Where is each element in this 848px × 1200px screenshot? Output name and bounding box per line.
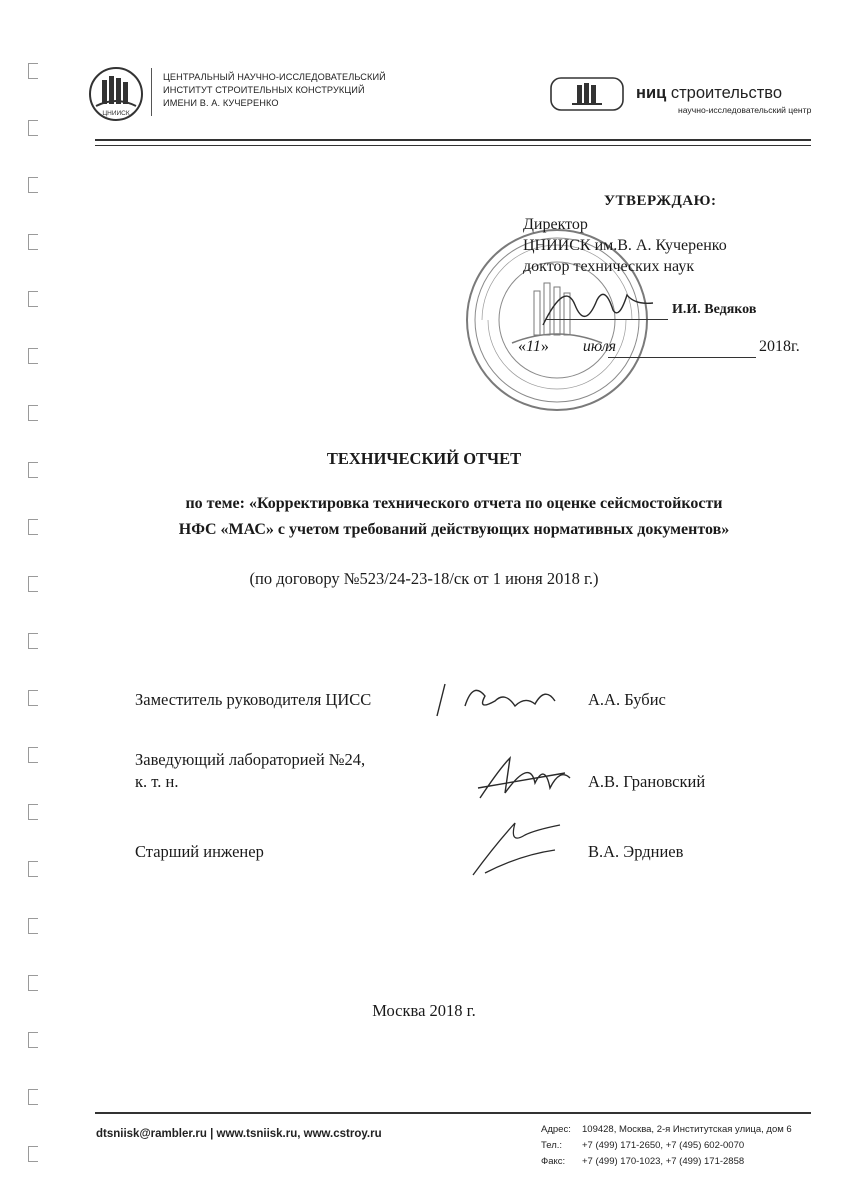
report-subject-line1: по теме: «Корректировка технического отчета по оценке сейсмостойкости — [185, 495, 723, 512]
nic-logo-badge — [550, 77, 624, 111]
director-signature — [535, 275, 675, 335]
report-subject-line2: НФС «МАС» с учетом требований действующих нормативных документов» — [178, 521, 730, 538]
institute-name — [163, 71, 386, 110]
approval-date — [518, 338, 616, 356]
approval-heading: УТВЕРЖДАЮ: — [604, 193, 717, 209]
approval-degree: доктор технических наук — [523, 258, 695, 275]
svg-text:ЦНИИСК: ЦНИИСК — [102, 110, 130, 117]
fax-label: Факс: — [541, 1156, 566, 1167]
phone-label: Тел.: — [541, 1140, 563, 1151]
date-rule — [608, 357, 756, 358]
nic-brand-name — [636, 84, 782, 103]
nic-brand-bold: ниц — [636, 84, 667, 102]
institute-name-line: ЦЕНТРАЛЬНЫЙ НАУЧНО-ИССЛЕДОВАТЕЛЬСКИЙ — [163, 72, 386, 82]
footer-phone — [541, 1140, 744, 1151]
approval-organization: ЦНИИСК им.В. А. Кучеренко — [523, 237, 727, 254]
signatory-role: Заведующий лабораторией №24, — [135, 750, 366, 769]
date-quote-close: » — [540, 338, 549, 355]
signature-bubis — [425, 676, 575, 726]
signature-erdniev — [465, 815, 575, 885]
date-day: 11 — [526, 338, 541, 355]
footer-contacts: dtsniisk@rambler.ru | www.tsniisk.ru, www.cstroy.ru — [96, 1128, 382, 1140]
signatory-degree: к. т. н. — [135, 772, 179, 791]
footer-address — [541, 1124, 792, 1135]
signature-line — [546, 319, 668, 320]
approval-signer: И.И. Ведяков — [672, 302, 757, 317]
signatory-role: Заместитель руководителя ЦИСС — [135, 690, 372, 709]
logo-divider — [151, 68, 152, 116]
city-year: Москва 2018 г. — [372, 1001, 476, 1020]
signatory-name: А.В. Грановский — [588, 772, 706, 791]
signatory-name: В.А. Эрдниев — [588, 842, 684, 861]
nic-subtitle: научно-исследовательский центр — [678, 105, 812, 115]
nic-brand-light: строительство — [670, 84, 783, 102]
phone-value: +7 (499) 171-2650, +7 (495) 602-0070 — [582, 1140, 745, 1151]
report-title: ТЕХНИЧЕСКИЙ ОТЧЕТ — [326, 449, 522, 468]
address-value: 109428, Москва, 2-я Институтская улица, дом 6 — [582, 1124, 792, 1135]
signatory-name: А.А. Бубис — [588, 690, 666, 709]
date-month: июля — [582, 338, 617, 355]
address-label: Адрес: — [541, 1124, 571, 1135]
fax-value: +7 (499) 170-1023, +7 (499) 171-2858 — [582, 1156, 745, 1167]
footer-rule — [95, 1112, 811, 1114]
date-quote-open: « — [518, 338, 526, 355]
approval-year: 2018г. — [759, 338, 800, 355]
footer-fax — [541, 1156, 744, 1167]
contract-reference: (по договору №523/24-23-18/ск от 1 июня 2018 г.) — [249, 569, 599, 588]
institute-name-line: ИМЕНИ В. А. КУЧЕРЕНКО — [163, 98, 279, 108]
institute-logo — [88, 66, 144, 122]
approval-position: Директор — [523, 216, 588, 233]
signatory-role: Старший инженер — [135, 842, 264, 861]
header-rule-thin — [95, 145, 811, 146]
header-rule — [95, 139, 811, 141]
signature-granovsky — [470, 748, 580, 808]
institute-name-line: ИНСТИТУТ СТРОИТЕЛЬНЫХ КОНСТРУКЦИЙ — [163, 85, 365, 95]
